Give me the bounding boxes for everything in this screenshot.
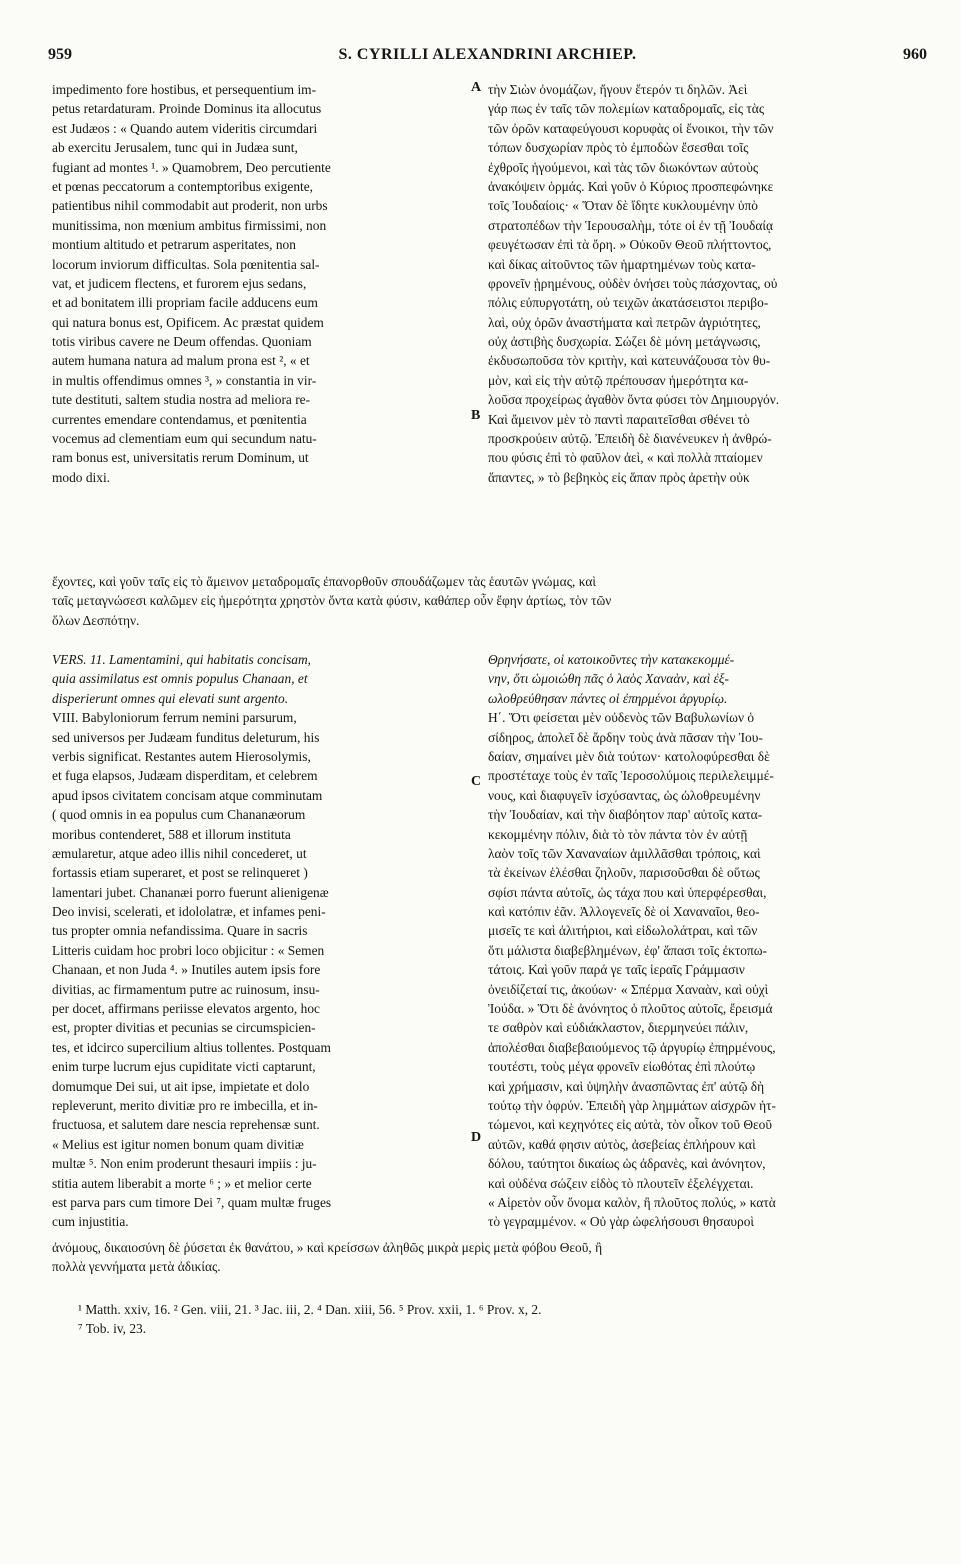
latin-line: petus retardaturam. Proinde Dominus ita allocutus	[52, 101, 322, 117]
greek-line: τὴν Σιὼν ὀνομάζων, ἤγουν ἕτερόν τι δηλῶν. Ἀεὶ	[488, 82, 748, 97]
greek-line: τόπων δυσχωρίαν πρὸς τὸ ἐμποδὼν ἔσεσθαι τοῖς	[488, 140, 749, 156]
latin-line: sed universos per Judæam funditus deleturum, his	[52, 729, 320, 745]
greek-line: τὸ γεγραμμένον. « Οὐ γὰρ ὠφελήσουσι θησαυροὶ	[488, 1214, 755, 1230]
greek-line: τουτέστι, τοὺς μέγα φρονεῖν εἰωθότας ἐπὶ πλούτῳ	[488, 1059, 756, 1075]
greek-line: που φύσις ἐπὶ τὸ φαῦλον ἀεὶ, « καὶ πολλὰ πταίομεν	[488, 450, 763, 466]
greek-line: σφίσι πάντα αὐτοῖς, ὡς τάχα που καὶ ὑπερφέρεσθαι,	[488, 884, 767, 900]
latin-line: est, propter divitias et pecunias se circumspicien-	[52, 1020, 316, 1036]
greek-line: προσκρούειν αὐτῷ. Ἐπειδὴ δὲ διανένευκεν ἡ ἀνθρώ-	[488, 431, 772, 447]
greek-verse-line: Θρηνήσατε, οἱ κατοικοῦντες τὴν κατακεκομμέ-	[488, 652, 735, 667]
latin-line: verbis significat. Restantes autem Hierosolymis,	[52, 748, 311, 764]
latin-line: VIII. Babyloniorum ferrum nemini parsurum,	[52, 710, 297, 726]
latin-line: lamentari jubet. Chananæi porro fuerunt alienigenæ	[52, 884, 329, 900]
greek-line: ἐκδυσωποῦσα τὸν κριτὴν, καὶ κατευνάζουσα τὸν θυ-	[488, 353, 771, 369]
full-line: ἀνόμους, δικαιοσύνη δὲ ῥύσεται ἐκ θανάτου, » καὶ κρείσσων ἀληθῶς μικρὰ μερὶς μετὰ φόβου Θεοῦ, ἢ	[52, 1240, 603, 1255]
greek-line: τοῖς Ἰουδαίοις· « Ὅταν δὲ ἴδητε κυκλουμένην ὑπὸ	[488, 198, 758, 214]
latin-line: divitias, ac firmamentum putre ac ruinosum, insu-	[52, 981, 320, 997]
page-number-right: 960	[903, 46, 927, 63]
greek-line: αὐτῶν, καθά φησιν αὐτὸς, ἀσεβείας ἐπλήρουν καὶ	[488, 1136, 756, 1152]
latin-verse-line: disperierunt omnes qui elevati sunt argento.	[52, 690, 289, 706]
greek-line: ἐχθροῖς ἡγούμενοι, καὶ τὰς τῶν διωκόντων αὐτοὺς	[488, 159, 759, 175]
margin-mark-b: B	[471, 408, 481, 423]
margin-mark-c: C	[471, 774, 482, 789]
latin-line: moribus contenderet, 588 et illorum instituta	[52, 826, 291, 842]
latin-line: Chanaan, et non Juda ⁴. » Inutiles autem ipsis fore	[52, 962, 321, 978]
latin-line: tes, et idcirco supercilium altius tollentes. Postquam	[52, 1039, 331, 1055]
latin-line: impedimento fore hostibus, et persequentium im-	[52, 82, 317, 97]
greek-column-block-1	[488, 80, 906, 487]
latin-line: in multis offendimus omnes ³, » constantia in vir-	[52, 372, 317, 388]
greek-line: φευγέτωσαν ἐπὶ τὰ ὄρη. » Οὐκοῦν Θεοῦ πλήττοντος,	[488, 237, 772, 253]
footnote-line: ¹ Matth. xxiv, 16. ² Gen. viii, 21. ³ Jac. iii, 2. ⁴ Dan. xiii, 56. ⁵ Prov. xxii, 1. ⁶ Prov. x, 2.	[78, 1302, 542, 1317]
latin-line: montium altitudo et petrarum asperitates, non	[52, 237, 296, 253]
greek-line: ἀνακόψειν ὁρμάς. Καὶ γοῦν ὁ Κύριος προσπεφώνηκε	[488, 178, 774, 194]
greek-line: τώμενοι, καὶ κεχηνότες εἰς αὐτὰ, τὸν οἶκον τοῦ Θεοῦ	[488, 1117, 772, 1133]
greek-line: τε σαθρὸν καὶ εὐδιάκλαστον, διερμηνεύει πάλιν,	[488, 1020, 749, 1036]
latin-line: domumque Dei sui, ut ait ipse, impietate et dolo	[52, 1078, 310, 1094]
latin-line: qui natura bonus est, Opificem. Ac præstat quidem	[52, 314, 324, 330]
latin-line: enim turpe lucrum ejus cupiditate victi captarunt,	[52, 1059, 316, 1075]
margin-mark-d: D	[471, 1130, 482, 1145]
latin-line: est Judæos : « Quando autem videritis circumdari	[52, 120, 318, 136]
greek-line: ὅτι μάλιστα διαβεβλημένων, ἐφ' ἅπασι τοῖς ἐκτοπω-	[488, 942, 767, 958]
latin-line: vat, et judicem flectens, et furorem ejus sedans,	[52, 275, 307, 291]
latin-verse-line: VERS. 11. Lamentamini, qui habitatis concisam,	[52, 652, 311, 667]
latin-line: patientibus nihil commodabit aut proderit, non urbs	[52, 198, 328, 214]
latin-line: modo dixi.	[52, 469, 111, 485]
full-width-greek-1	[52, 572, 906, 630]
greek-line: μὸν, καὶ εἰς τὴν αὐτῷ πρέπουσαν ἡμερότητα κα-	[488, 372, 749, 388]
greek-line: φρονεῖν ᾑρημένους, οὐδὲν ὀνήσει τοὺς πάσχοντας, οὐ	[488, 275, 778, 291]
latin-line: fructuosa, et salutem dare nescia reprehensæ sunt.	[52, 1117, 320, 1133]
latin-line: totis viribus cavere ne Deum offendas. Quoniam	[52, 334, 312, 350]
latin-line: per docet, affirmans periisse elevatos argento, hoc	[52, 1001, 320, 1017]
latin-line: tus propter omnia nefandissima. Quare in sacris	[52, 923, 308, 939]
greek-line: δόλου, ταύτητοι δικαίως ὡς ἀδρανὲς, καὶ ἀνόνητον,	[488, 1156, 766, 1172]
latin-line: Litteris cuidam hoc probri loco objicitur : « Semen	[52, 942, 325, 958]
greek-line: μισεῖς τε καὶ ἀλιτήριοι, καὶ εἰδωλολάτραι, καὶ τῶν	[488, 923, 758, 939]
latin-line: multæ ⁵. Non enim proderunt thesauri impiis : ju-	[52, 1156, 317, 1172]
greek-line: λαὸν τοῖς τῶν Χαναναίων ἁμιλλᾶσθαι τρόποις, καὶ	[488, 845, 761, 861]
greek-line: οὐχ ἀστιβὴς δυσχωρία. Σώζει δὲ μόνη μετάγνωσις,	[488, 334, 761, 350]
greek-line: Η΄. Ὅτι φείσεται μὲν οὐδενὸς τῶν Βαβυλωνίων ὁ	[488, 710, 755, 726]
latin-line: repleverunt, merito divitiæ pro re imbecilla, et in-	[52, 1097, 318, 1113]
greek-line: ἅπαντες, » τὸ βεβηκὸς εἰς ἅπαν πρὸς ἀρετὴν οὐκ	[488, 469, 750, 485]
greek-verse-line: νην, ὅτι ὡμοιώθη πᾶς ὁ λαὸς Χαναὰν, καὶ ἐξ-	[488, 671, 729, 687]
latin-line: stitia autem liberabit a morte ⁶ ; » et melior certe	[52, 1175, 312, 1191]
latin-line: Deo invisi, scelerati, et idololatræ, et infames peni-	[52, 904, 326, 920]
latin-line: æmularetur, atque adeo illis nihil concederet, ut	[52, 845, 307, 861]
greek-line: τὴν Ἰουδαίαν, καὶ τὴν διαβόητον παρ' αὐτοῖς κατα-	[488, 807, 763, 823]
latin-line: fugiant ad montes ¹. » Quamobrem, Deo percutiente	[52, 159, 331, 175]
greek-line: τῶν ὀρῶν καταφεύγουσι κορυφὰς οἱ ἔνοικοι, τὴν τῶν	[488, 120, 774, 136]
latin-line: autem humana natura ad malum prona est ², « et	[52, 353, 310, 369]
greek-line: δαίαν, σημαίνει μὲν διὰ τούτων· κατολοφύρεσθαι δὲ	[488, 748, 770, 764]
latin-line: tute destituti, saltem studia nostra ad meliora re-	[52, 392, 311, 408]
greek-line: ἀπολέσθαι διαβεβαιούμενος τῷ ἀργυρίῳ ἐπηρμένους,	[488, 1039, 776, 1055]
greek-line: λαὶ, οὐχ ὀρῶν ἀναστήματα καὶ πετρῶν ἀγριότητες,	[488, 314, 761, 330]
greek-line: τούτῳ τὴν ὀφρύν. Ἐπειδὴ γὰρ λημμάτων αἰσχρῶν ἡτ-	[488, 1097, 777, 1113]
greek-line: σίδηρος, ἀπολεῖ δὲ ἄρδην τοὺς ἀνὰ πᾶσαν τὴν Ἰου-	[488, 729, 763, 745]
latin-line: fortassis etiam superaret, et post se relinqueret )	[52, 865, 308, 881]
latin-line: et ad bonitatem illi propriam facile adducens eum	[52, 295, 318, 311]
latin-column-block-2	[52, 650, 468, 1232]
running-title: S. CYRILLI ALEXANDRINI ARCHIEP.	[338, 46, 637, 63]
latin-line: ab exercitu Jerusalem, tunc qui in Judæa sunt,	[52, 140, 298, 156]
greek-line: καὶ χρήμασιν, καὶ ὑψηλὴν ἀνασπῶντας ἐπ' αὐτῷ δὴ	[488, 1078, 765, 1094]
greek-line: καὶ κατόπιν ἐᾶν. Ἀλλογενεῖς δὲ οἱ Χαναναῖοι, θεο-	[488, 904, 760, 920]
page-header	[48, 46, 927, 70]
greek-line: τάτοις. Καὶ γοῦν παρά γε ταῖς ἱεραῖς Γράμμασιν	[488, 962, 745, 978]
latin-line: currentes emendare contendamus, et pœnitentia	[52, 411, 307, 427]
greek-line: πόλις εὐπυργοτάτη, οὐ τειχῶν ἀκατάσειστοι περιβο-	[488, 295, 769, 311]
greek-line: Καὶ ἄμεινον μὲν τὸ παντὶ παραιτεῖσθαι σθένει τὸ	[488, 411, 750, 427]
full-line: πολλὰ γεννήματα μετὰ ἀδικίας.	[52, 1259, 221, 1275]
latin-line: « Melius est igitur nomen bonum quam divitiæ	[52, 1136, 304, 1152]
latin-line: ram bonus est, universitatis rerum Dominum, ut	[52, 450, 309, 466]
greek-line: γάρ πως ἐν ταῖς τῶν πολεμίων καταδρομαῖς, εἰς τὰς	[488, 101, 765, 117]
full-line: ταῖς μεταγνώσεσι καλῶμεν εἰς ἡμερότητα χρηστὸν ὄντα κατὰ φύσιν, καθάπερ οὖν ἔφην ἀρτίως, τὸν τῶν	[52, 593, 612, 609]
greek-line: « Αἱρετὸν οὖν ὄνομα καλὸν, ἢ πλοῦτος πολύς, » κατὰ	[488, 1194, 776, 1210]
greek-line: καὶ δίκας αἰτοῦντος τῶν ἡμαρτημένων τοὺς κατα-	[488, 256, 756, 272]
greek-line: καὶ οὐδένα σώζειν εἰδὸς τὸ πλουτεῖν ἐξελέγχεται.	[488, 1175, 754, 1191]
latin-line: munitissima, non mœnium ambitus firmissimi, non	[52, 217, 327, 233]
latin-line: et fuga elapsos, Judæam disperditam, et celebrem	[52, 768, 318, 784]
greek-line: νους, καὶ διαφυγεῖν ἰσχύσαντας, ὡς ὠλοθρευμένην	[488, 787, 761, 803]
page-number-left: 959	[48, 46, 72, 63]
full-width-greek-2	[52, 1238, 906, 1277]
latin-line: locorum inviorum difficultas. Sola pœnitentia sal-	[52, 256, 320, 272]
greek-line: τὰ ἐκείνων ἑλέσθαι ζηλοῦν, παρισοῦσθαι δὲ οὕτως	[488, 865, 760, 881]
greek-verse-line: ωλοθρεύθησαν πάντες οἱ ἐπηρμένοι ἀργυρίῳ.	[488, 690, 728, 706]
footnotes	[78, 1300, 906, 1339]
full-line: ἔχοντες, καὶ γοῦν ταῖς εἰς τὸ ἄμεινον μεταδρομαῖς ἐπανορθοῦν σπουδάζωμεν τὰς ἑαυτῶν γνώμας, καὶ	[52, 574, 596, 589]
greek-column-block-2	[488, 650, 906, 1232]
latin-line: apud ipsos civitatem concisam atque comminutam	[52, 787, 323, 803]
footnote-line: ⁷ Tob. iv, 23.	[78, 1321, 147, 1337]
latin-column-block-1	[52, 80, 468, 487]
greek-line: προστέταχε τοὺς ἐν ταῖς Ἱεροσολύμοις περιλελειμμέ-	[488, 768, 774, 784]
greek-line: Ἰούδα. » Ὅτι δὲ ἀνόνητος ὁ πλοῦτος αὐτοῖς, ἔρεισμά	[488, 1001, 773, 1017]
latin-line: est parva pars cum timore Dei ⁷, quam multæ fruges	[52, 1194, 332, 1210]
latin-line: et pœnas peccatorum a contemptoribus exigente,	[52, 178, 314, 194]
full-line: ὅλων Δεσπότην.	[52, 612, 140, 628]
latin-verse-line: quia assimilatus est omnis populus Chanaan, et	[52, 671, 308, 687]
latin-line: vocemus ad clementiam eum qui secundum natu-	[52, 431, 317, 447]
greek-line: στρατοπέδων τὴν Ἱερουσαλὴμ, τότε οἱ ἐν τῇ Ἰουδαίᾳ	[488, 217, 773, 233]
greek-line: λοῦσα προχείρως ἀγαθὸν ὄντα φύσει τὸν Δημιουργόν.	[488, 392, 780, 408]
greek-line: κεκομμένην πόλιν, διὰ τὸ τὸν πάντα τὸν ἐν αὐτῇ	[488, 826, 748, 842]
latin-line: ( quod omnis in ea populus cum Chananæorum	[52, 807, 306, 823]
latin-line: cum injustitia.	[52, 1214, 129, 1230]
margin-mark-a: A	[471, 80, 482, 95]
greek-line: ὀνειδίζεταί τις, ἀκούων· « Σπέρμα Χαναὰν, καὶ οὐχὶ	[488, 981, 769, 997]
